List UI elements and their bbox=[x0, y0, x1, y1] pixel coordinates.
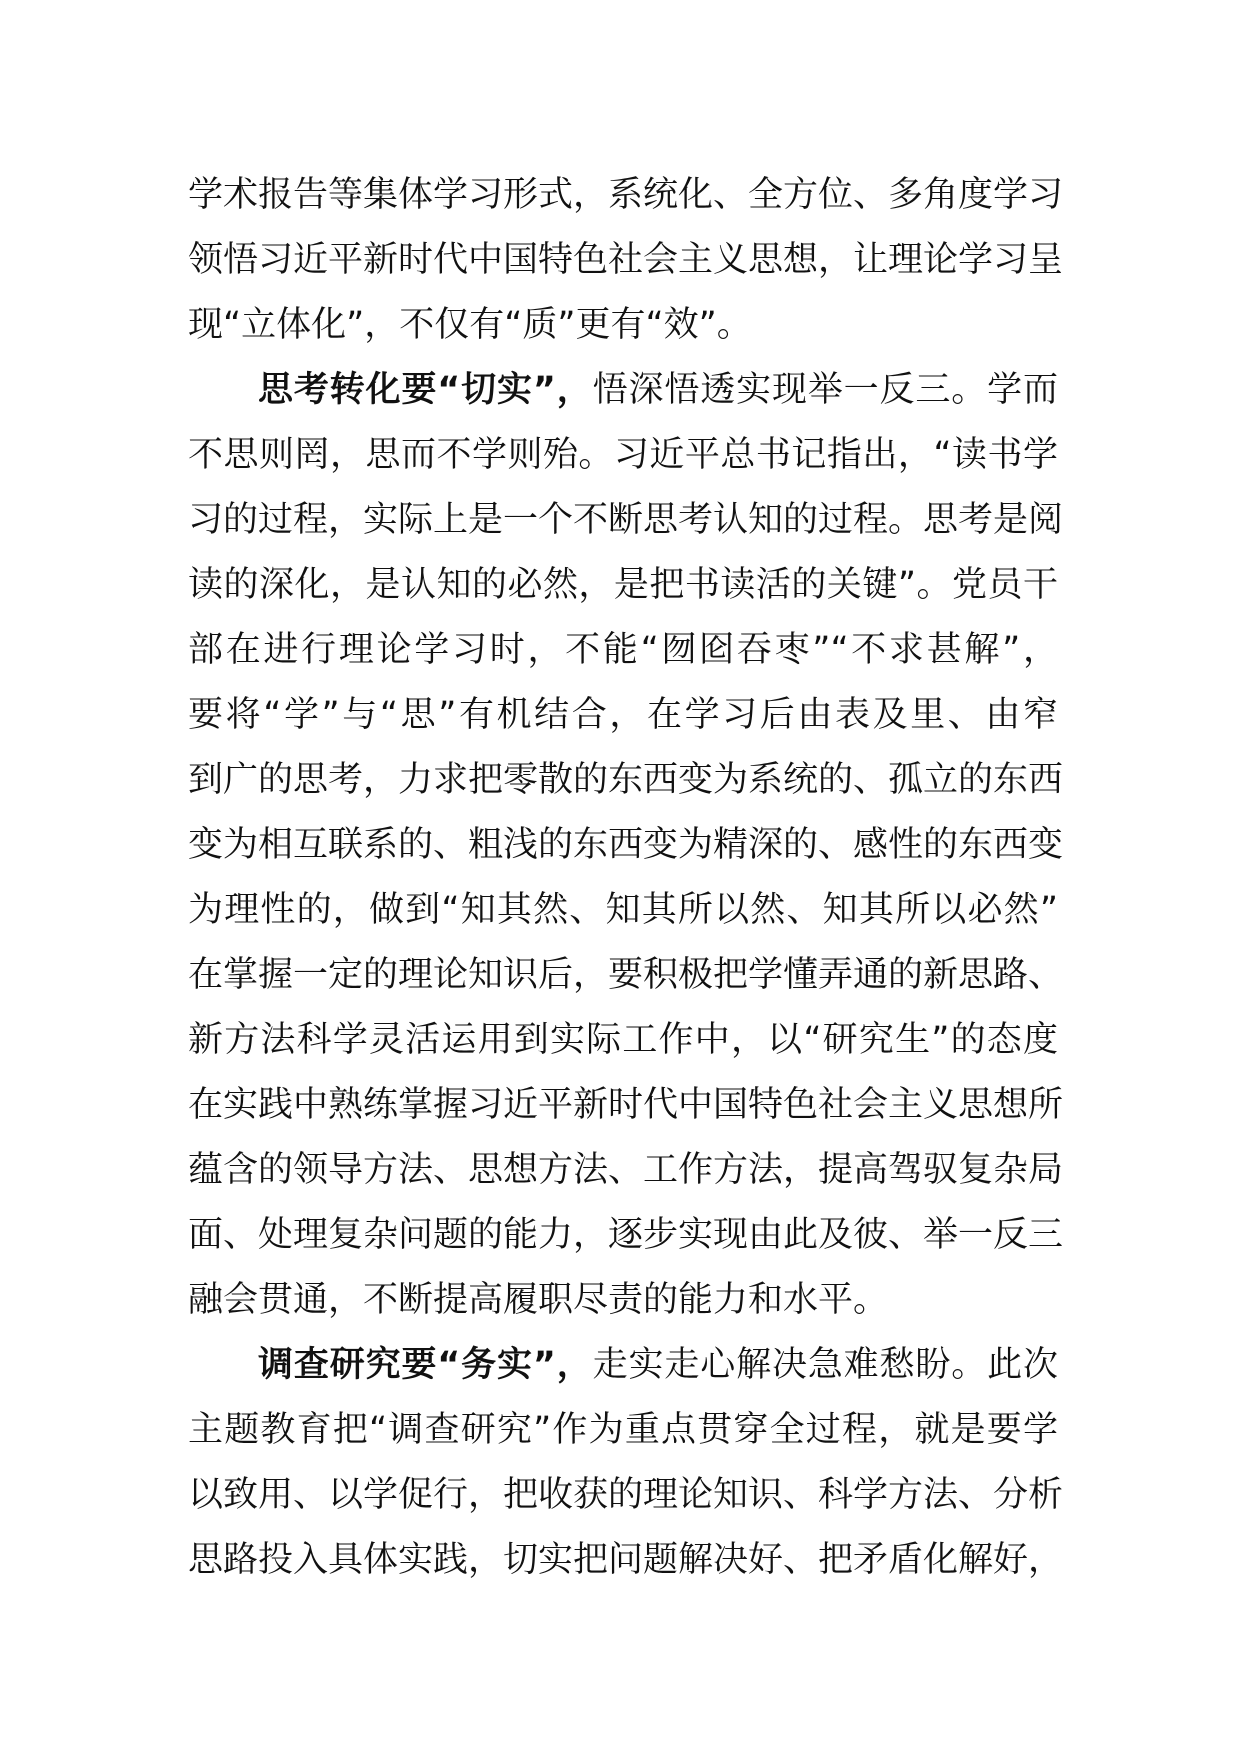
text-span: 思路投入具体实践，切实把问题解决好、把矛盾化解好， bbox=[188, 1540, 1064, 1580]
text-line bbox=[188, 1073, 1064, 1138]
text-span: 学术报告等集体学习形式，系统化、全方位、多角度学习 bbox=[188, 175, 1064, 215]
text-line bbox=[188, 1268, 1058, 1333]
text-line bbox=[188, 1138, 1064, 1203]
text-span: 主题教育把“调查研究”作为重点贯穿全过程，就是要学 bbox=[188, 1410, 1058, 1450]
text-span: 变为相互联系的、粗浅的东西变为精深的、感性的东西变 bbox=[188, 825, 1064, 865]
text-line bbox=[188, 1528, 1064, 1593]
text-line bbox=[188, 943, 1064, 1008]
text-line bbox=[188, 683, 1058, 748]
text-span: 在实践中熟练掌握习近平新时代中国特色社会主义思想所 bbox=[188, 1085, 1064, 1125]
text-line bbox=[188, 163, 1064, 228]
text-span: 到广的思考，力求把零散的东西变为系统的、孤立的东西 bbox=[188, 760, 1064, 800]
text-line bbox=[188, 358, 1058, 423]
text-span: 不思则罔，思而不学则殆。习近平总书记指出，“读书学 bbox=[188, 435, 1058, 475]
document-page bbox=[188, 163, 1064, 1593]
text-line bbox=[188, 618, 1058, 683]
text-line bbox=[188, 423, 1058, 488]
text-span: 读的深化，是认知的必然，是把书读活的关键”。党员干 bbox=[188, 565, 1058, 605]
paragraph-heading: 调查研究要“务实”， bbox=[258, 1345, 593, 1385]
text-span: 部在进行理论学习时，不能“囫囵吞枣”“不求甚解”， bbox=[188, 630, 1058, 670]
text-span: 现“立体化”，不仅有“质”更有“效”。 bbox=[188, 305, 752, 345]
text-span: 新方法科学灵活运用到实际工作中，以“研究生”的态度 bbox=[188, 1020, 1058, 1060]
text-span: 以致用、以学促行，把收获的理论知识、科学方法、分析 bbox=[188, 1475, 1064, 1515]
text-span: 要将“学”与“思”有机结合，在学习后由表及里、由窄 bbox=[188, 695, 1058, 735]
text-line bbox=[188, 1008, 1058, 1073]
text-span: 蕴含的领导方法、思想方法、工作方法，提高驾驭复杂局 bbox=[188, 1150, 1064, 1190]
text-line bbox=[188, 228, 1064, 293]
text-line bbox=[188, 1398, 1058, 1463]
text-line bbox=[188, 878, 1058, 943]
text-line bbox=[188, 293, 1058, 358]
paragraph-heading: 思考转化要“切实”， bbox=[258, 370, 593, 410]
text-line bbox=[188, 1463, 1064, 1528]
text-span: 悟深悟透实现举一反三。学而 bbox=[592, 370, 1058, 410]
text-span: 走实走心解决急难愁盼。此次 bbox=[592, 1345, 1058, 1385]
text-span: 融会贯通，不断提高履职尽责的能力和水平。 bbox=[188, 1280, 889, 1320]
text-span: 习的过程，实际上是一个不断思考认知的过程。思考是阅 bbox=[188, 500, 1064, 540]
text-line bbox=[188, 748, 1064, 813]
text-span: 领悟习近平新时代中国特色社会主义思想，让理论学习呈 bbox=[188, 240, 1064, 280]
text-span: 为理性的，做到“知其然、知其所以然、知其所以必然” bbox=[188, 890, 1058, 930]
text-line bbox=[188, 813, 1064, 878]
text-span: 面、处理复杂问题的能力，逐步实现由此及彼、举一反三 bbox=[188, 1215, 1064, 1255]
text-line bbox=[188, 1203, 1064, 1268]
text-span: 在掌握一定的理论知识后，要积极把学懂弄通的新思路、 bbox=[188, 955, 1064, 995]
text-line bbox=[188, 1333, 1058, 1398]
text-line bbox=[188, 488, 1064, 553]
text-line bbox=[188, 553, 1058, 618]
